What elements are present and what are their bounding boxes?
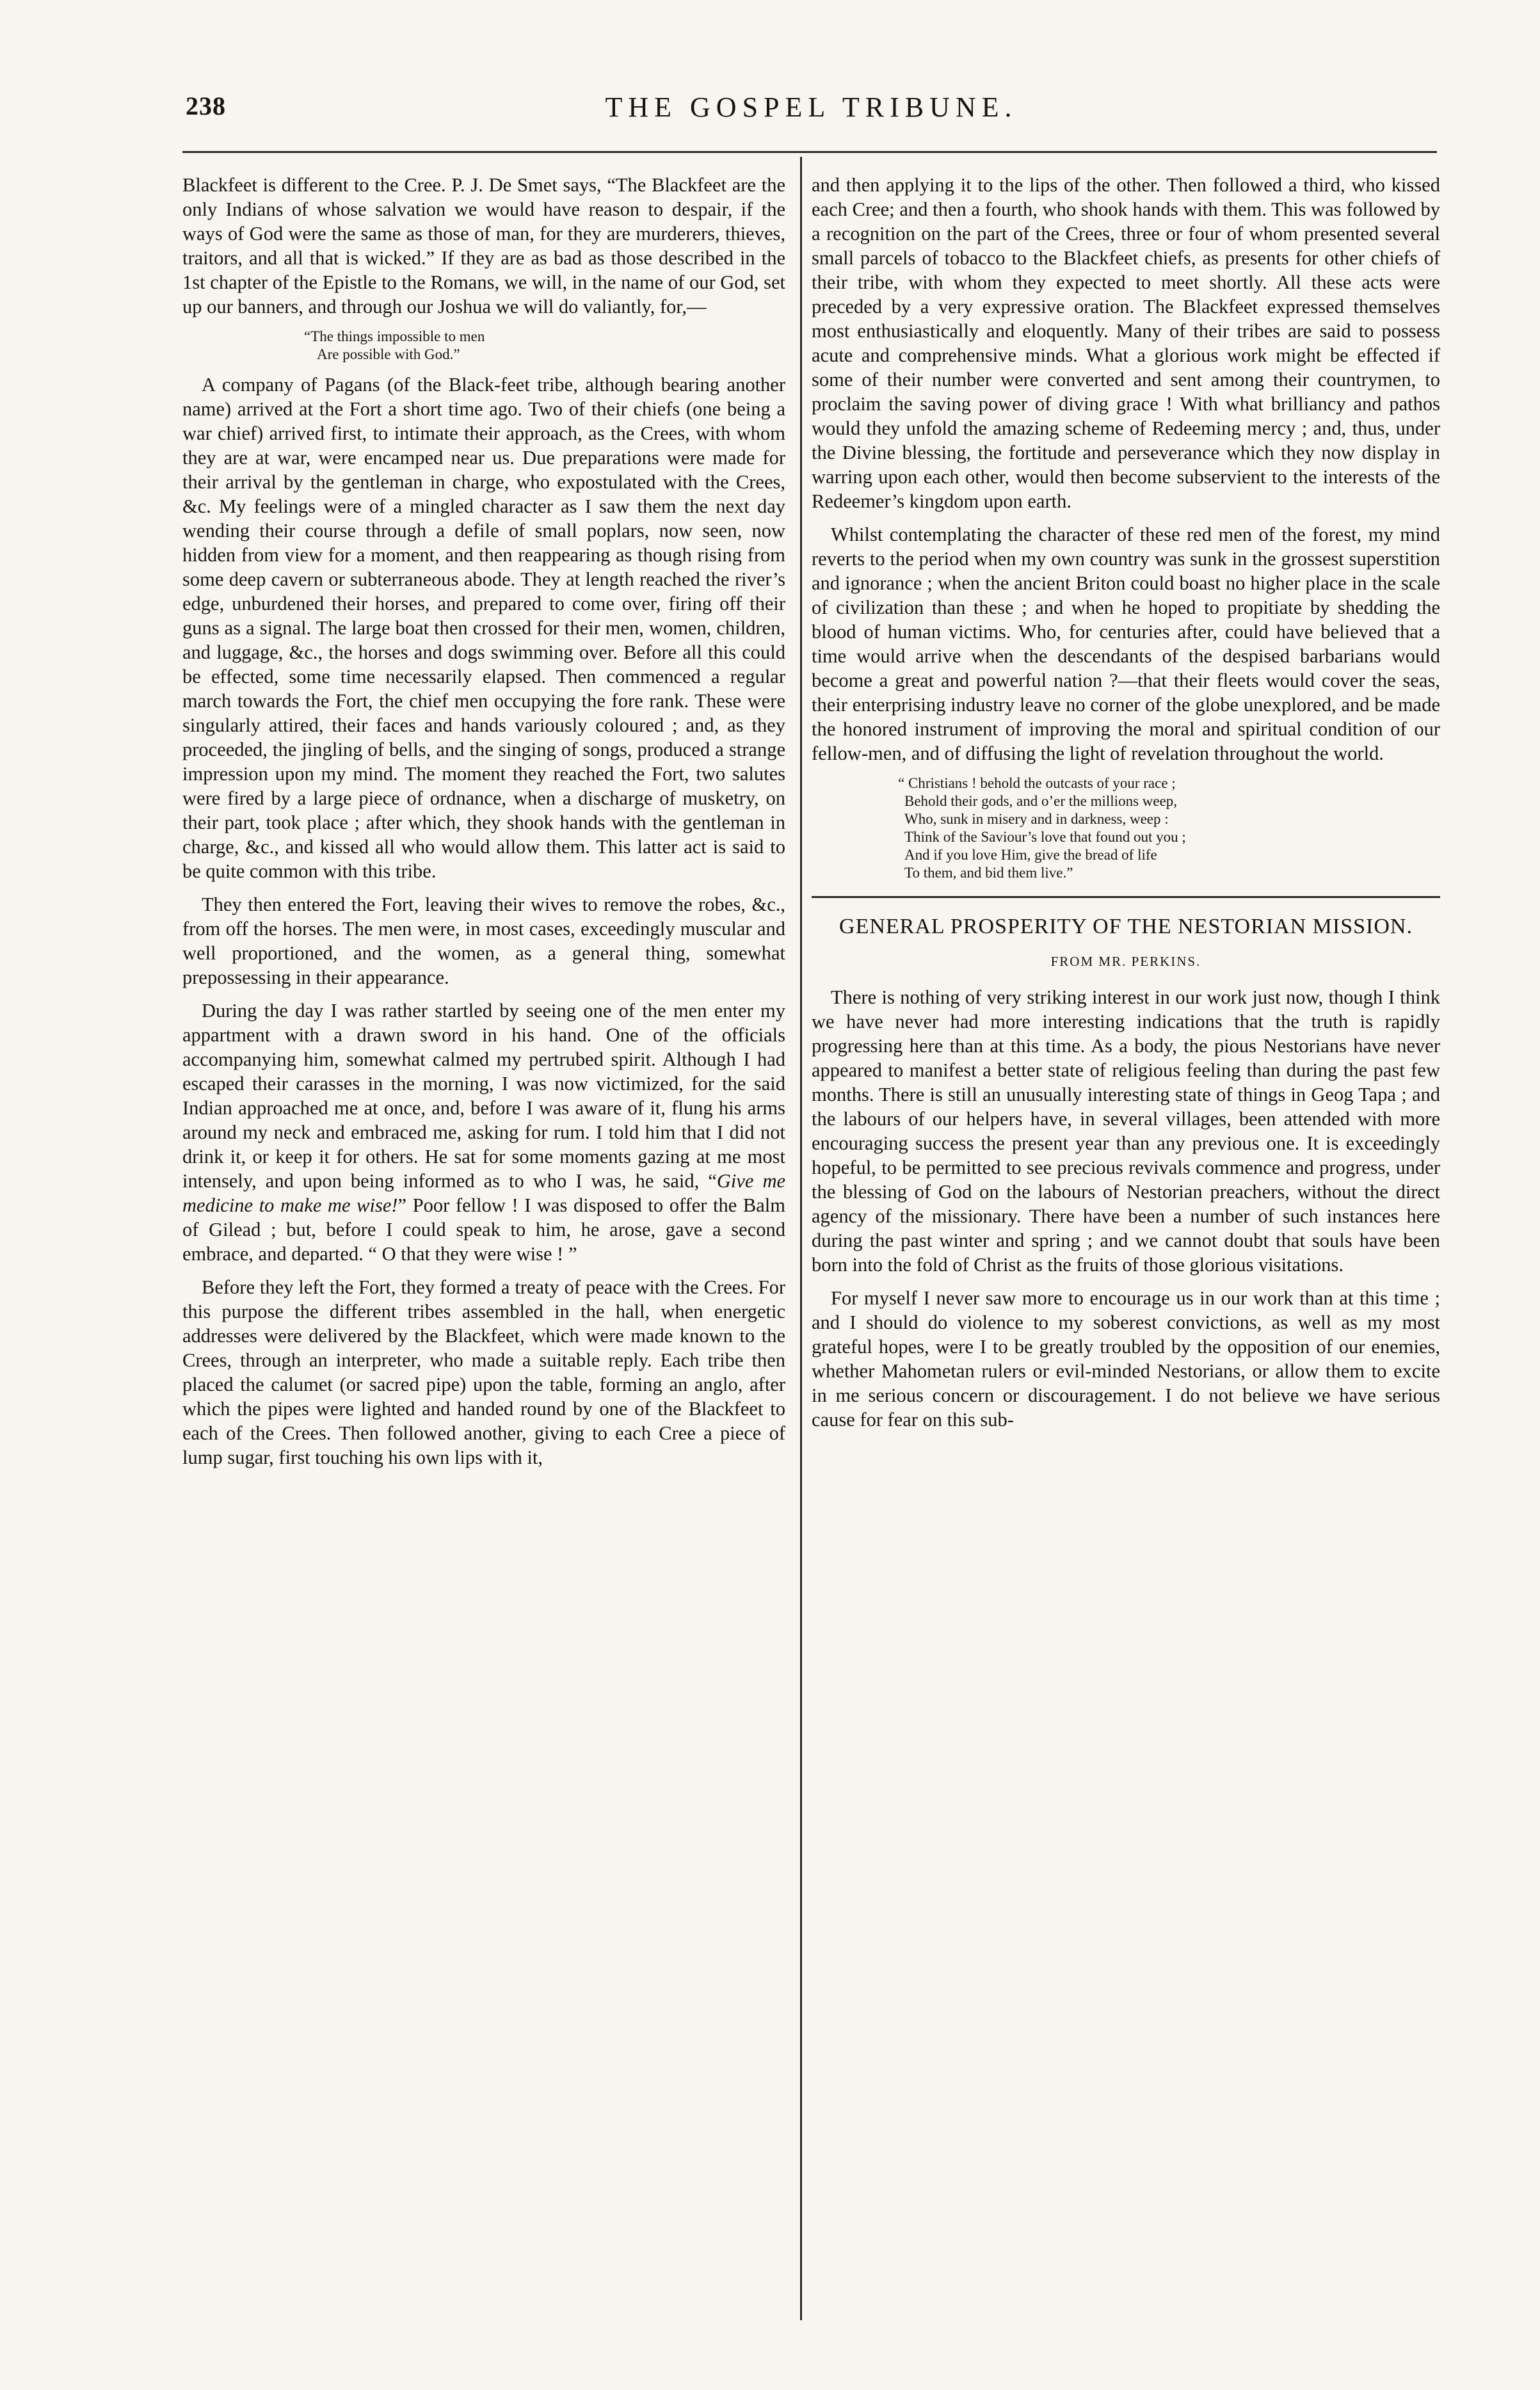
section-rule [812,896,1440,898]
paragraph: For myself I never saw more to encourage us in our work than at this time ; and I should do violence to my soberest convictions, as well as my most grateful hopes, were I to be greatly troubled by the opposition of our enemies, whether Mahometan rulers or evil-minded Nestorians, or allow them to excite in me serious concern or discouragement. I do not believe we have serious cause for fear on this sub- [812,1287,1440,1431]
italic-quote: Give me medicine to make me wise! [182,1170,786,1216]
paragraph: Before they left the Fort, they formed a treaty of peace with the Crees. For this purpose the different tribes assembled in the hall, when energetic addresses were delivered by the Blackfeet, which were made known to the Crees, through an interpreter, who made a suitable reply. Each tribe then placed the calumet (or sacred pipe) upon the table, forming an anglo, after which the pipes were lighted and handed round by one of the Blackfeet to each of the Crees. Then followed another, giving to each Cree a piece of lump sugar, first touching his own lips with it, [182,1276,785,1468]
paragraph: and then applying it to the lips of the other. Then followed a third, who kissed each Cree; and then a fourth, who shook hands with them. This was followed by a recognition on the part of the Crees, three or four of whom presented several small parcels of tobacco to the Blackfeet chiefs, as presents for other chiefs of their tribe, with whom they expected to meet shortly. All these acts were preceded by a very expressive oration. The Blackfeet expressed themselves most enthusiastically and eloquently. Many of their tribes are said to possess acute and comprehensive minds. What a glorious work might be effected if some of their number were converted and sent among their countrymen, to proclaim the saving power of diving grace ! With what brilliancy and pathos would they unfold the amazing scheme of Redeeming mercy ; and, thus, under the Divine blessing, the fortitude and perseverance which they now display in warring upon each other, would then become subservient to the interests of the Redeemer’s kingdom upon earth. [812,174,1440,512]
verse-line: And if you love Him, give the bread of life [904,847,1157,863]
byline: FROM MR. PERKINS. [1050,954,1201,969]
left-column [182,173,785,1479]
running-title: THE GOSPEL TRIBUNE. [605,92,1018,123]
column-divider [800,157,802,2320]
section-title: GENERAL PROSPERITY OF THE NESTORIAN MISSION. [839,915,1413,938]
paragraph: There is nothing of very striking interest in our work just now, though I think we have never had more interesting indications that the truth is rapidly progressing here than at this time. As a body, the pious Nestorians have never appeared to manifest a better state of religious feeling than during the past few months. There is still an unusually interesting state of things in Geog Tapa ; and the labours of our helpers have, in several villages, been attended with more encouraging success the present year than any previous one. It is exceedingly hopeful, to be permitted to see precious revivals commence and progress, under the blessing of God on the labours of Nestorian preachers, without the direct agency of the missionary. There have been a number of such instances here during the past winter and spring ; and we cannot doubt that souls have been born into the fold of Christ as the fruits of those glorious visitations. [812,986,1440,1276]
verse-line: Behold their gods, and o’er the millions weep, [904,793,1178,809]
verse-line: Who, sunk in misery and in darkness, weep : [904,811,1169,827]
verse-line: Are possible with God.” [317,346,460,362]
page-number: 238 [186,92,226,120]
paragraph-text: ” Poor fellow ! I was disposed to offer the Balm of Gilead ; but, before I could speak to him, he arose, gave a second embrace, and departed. “ O that they were wise ! ” [182,1194,785,1265]
verse-line: “ Christians ! behold the outcasts of your race ; [898,775,1176,791]
right-column [812,173,1440,1441]
paragraph: Blackfeet is different to the Cree. P. J. De Smet says, “The Blackfeet are the only Indians of whose salvation we would have reason to despair, if the ways of God were the same as those of man, for they are murderers, thieves, traitors, and all that is wicked.” If they are as bad as those described in the 1st chapter of the Epistle to the Romans, we will, in the name of our God, set up our banners, and through our Joshua we will do valiantly, for,— [182,174,785,317]
verse-line: Think of the Saviour’s love that found out you ; [904,829,1186,845]
header-rule [182,151,1437,153]
verse-quote [182,328,785,364]
paragraph: They then entered the Fort, leaving their wives to remove the robes, &c., from off the horses. The men were, in most cases, exceedingly muscular and well proportioned, and the women, as a general thing, somewhat prepossessing in their appearance. [182,894,785,988]
verse-line: “The things impossible to men [304,328,485,344]
paragraph: A company of Pagans (of the Black-feet tribe, although bearing another name) arrived at the Fort a short time ago. Two of their chiefs (one being a war chief) arrived first, to intimate their approach, as the Crees, with whom they are at war, were encamped near us. Due preparations were made for their arrival by the gentleman in charge, who expostulated with the Crees, &c. My feelings were of a mingled character as I saw them the next day wending their course through a defile of small poplars, now seen, now hidden from view for a moment, and then reappearing as though rising from some deep cavern or subterraneous abode. They at length reached the river’s edge, unburdened their horses, and prepared to come over, firing off their guns as a signal. The large boat then crossed for their men, women, children, and luggage, &c., the horses and dogs swimming over. Before all this could be effected, some time necessarily elapsed. Then commenced a regular march towards the Fort, the chief men occupying the fore rank. These were singularly attired, their faces and hands variously coloured ; and, as they proceeded, the jingling of bells, and the singing of songs, produced a strange impression upon my mind. The moment they reached the Fort, two salutes were fired by a large piece of ordnance, when a discharge of musketry, on their part, took place ; after which, they shook hands with the gentleman in charge, &c., and kissed all who would allow them. This latter act is said to be quite common with this tribe. [182,374,785,882]
page-header [179,91,1443,136]
paragraph-text: During the day I was rather startled by seeing one of the men enter my appartment with a drawn sword in his hand. One of the officials accompanying him, somewhat calmed my pertrubed spirit. Although I had escaped their carasses in the morning, I was now victimized, for the said Indian approached me at once, and, before I was aware of it, flung his arms around my neck and embraced me, asking for rum. I told him that I did not drink it, or keep it for others. He sat for some moments gazing at me most intensely, and upon being informed as to who I was, he said, “ [182,1000,785,1192]
paragraph [182,999,785,1266]
paragraph: Whilst contemplating the character of these red men of the forest, my mind reverts to the period when my own country was sunk in the grossest superstition and ignorance ; when the ancient Briton could boast no higher place in the scale of civilization than these ; and when he hoped to propitiate by shedding the blood of human victims. Who, for centuries after, could have believed that a time would arrive when the descendants of the despised barbarians would become a great and powerful nation ?—that their fleets would cover the seas, their enterprising industry leave no corner of the globe unexplored, and be made the honored instrument of improving the moral and spiritual condition of our fellow-men, and of diffusing the light of revelation throughout the world. [812,524,1440,764]
verse-line: To them, and bid them live.” [904,865,1073,881]
verse-quote [812,774,1440,882]
